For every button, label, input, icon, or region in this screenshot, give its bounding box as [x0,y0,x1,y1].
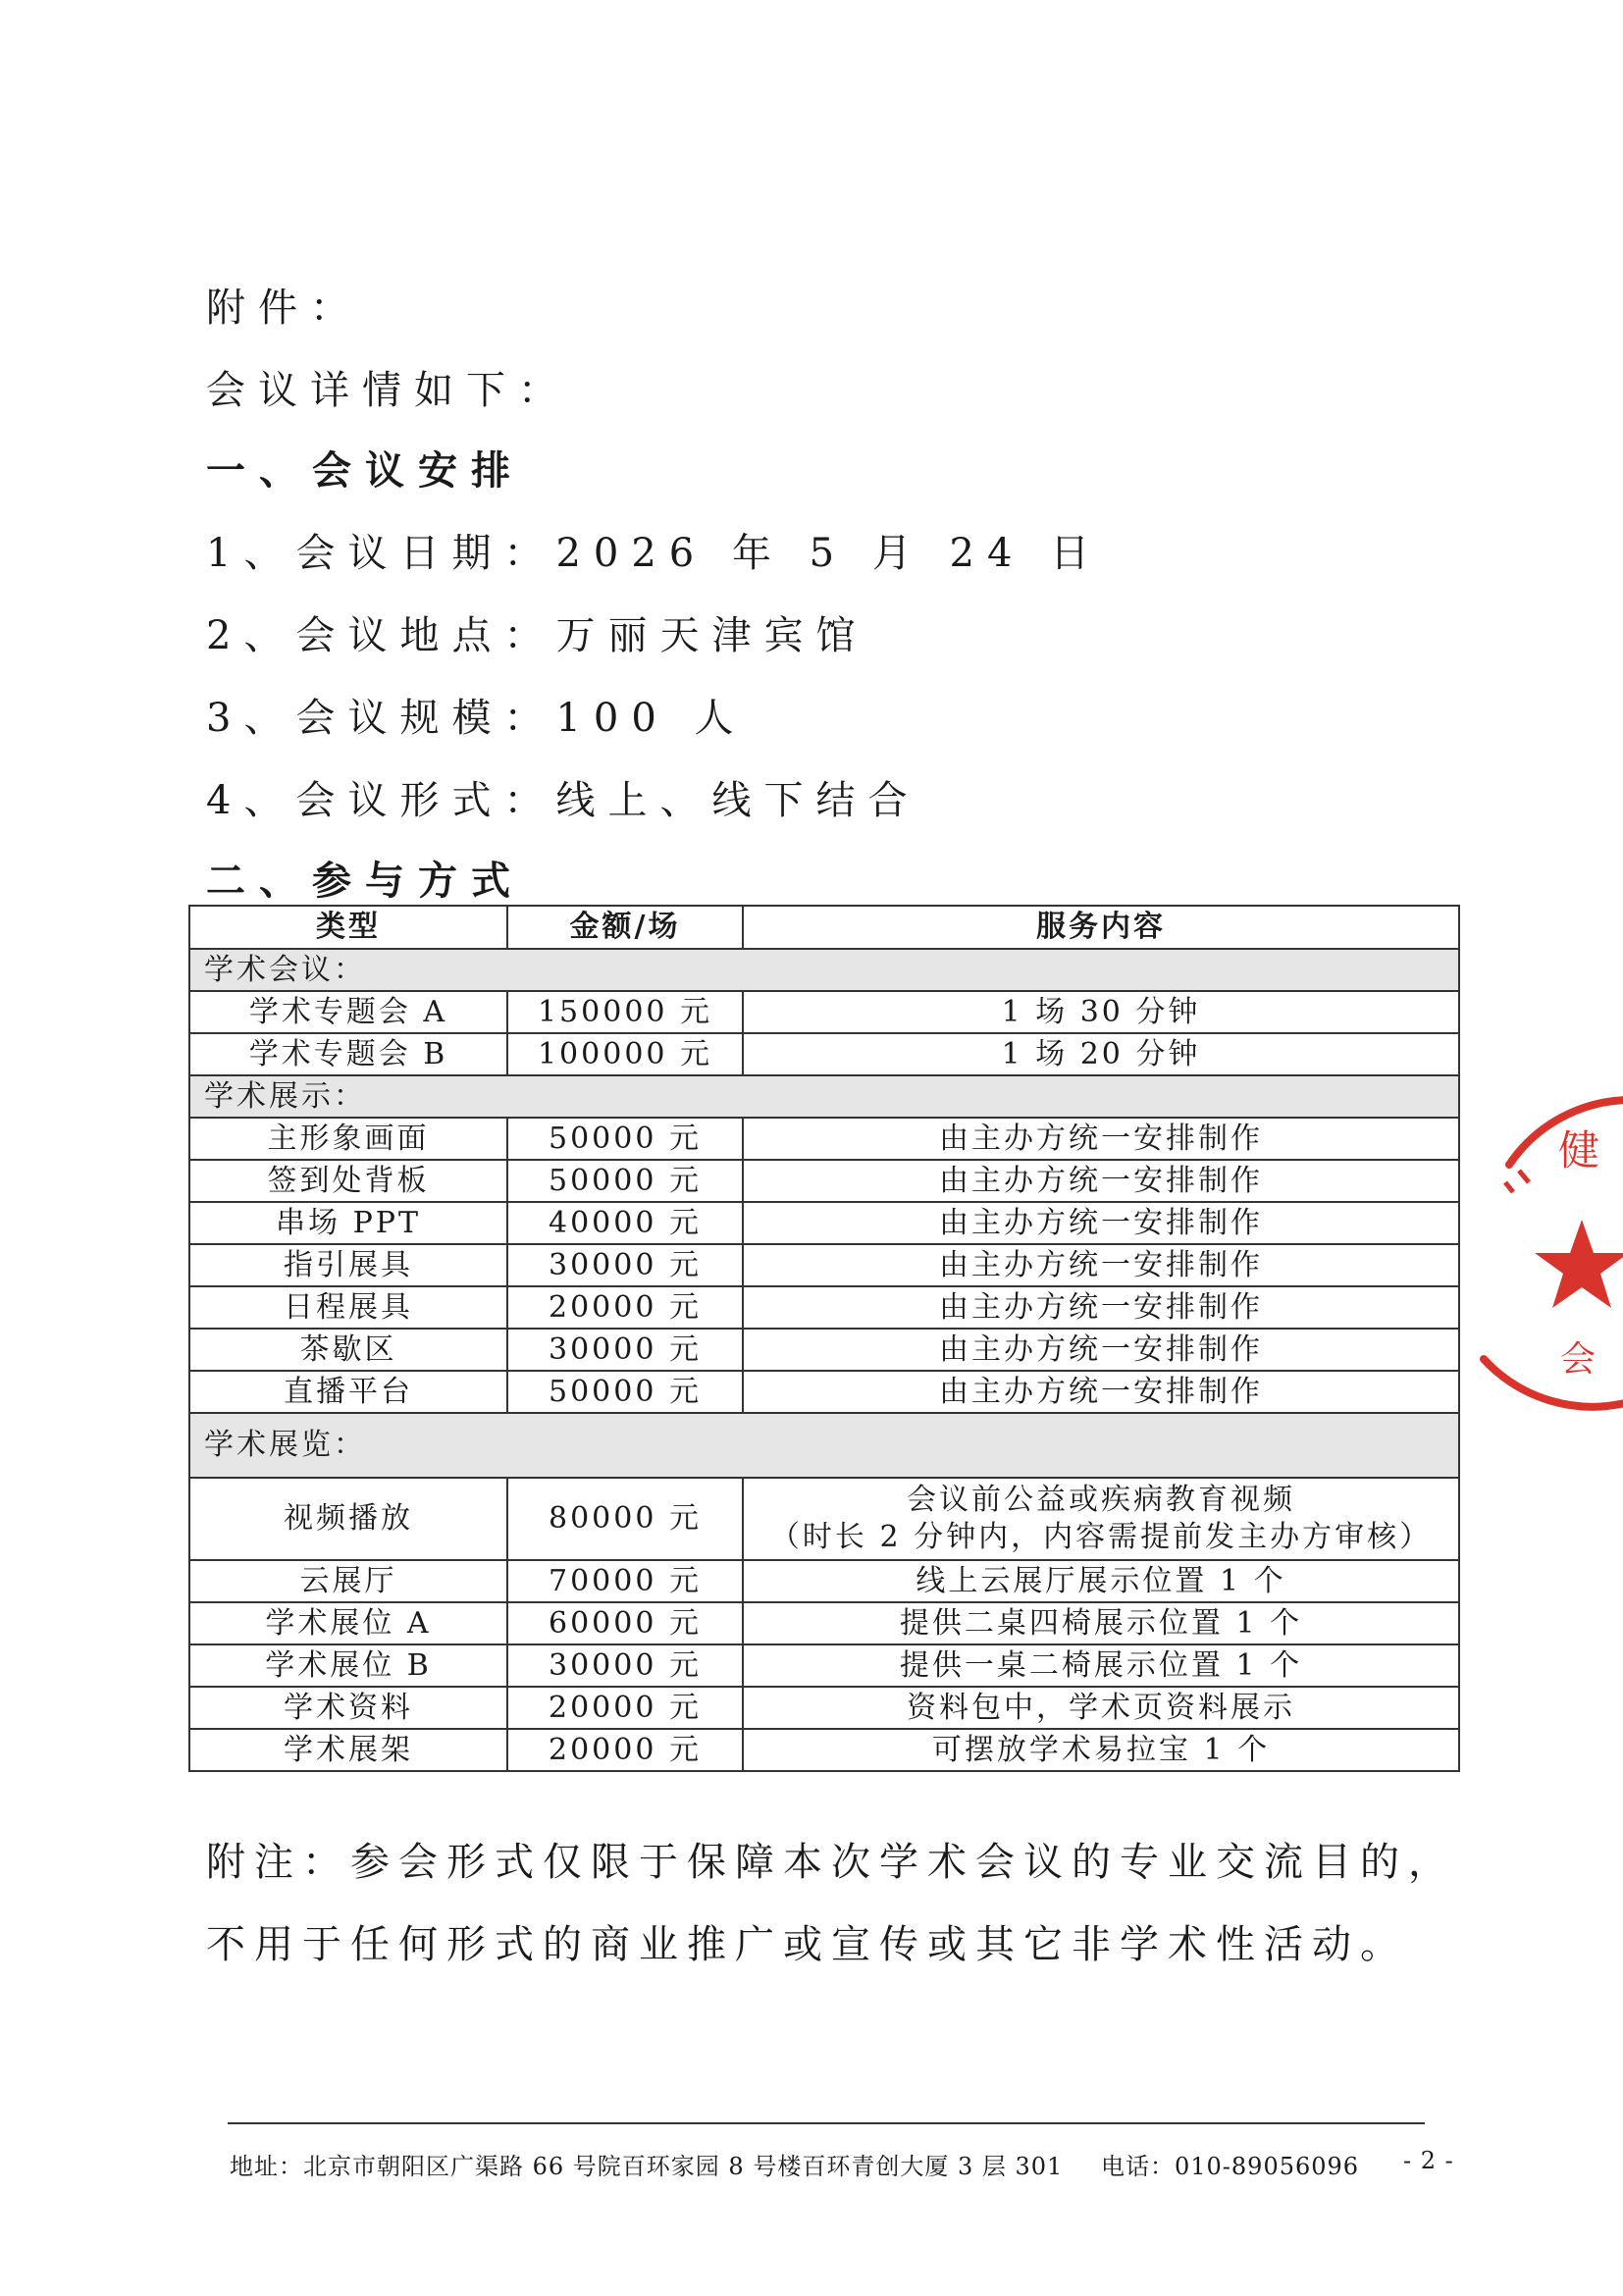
row-content: 线上云展厅展示位置 1 个 [743,1560,1459,1602]
category-label: 学术会议： [189,949,1459,991]
row-type: 学术专题会 B [189,1033,507,1075]
row-amount: 30000 元 [507,1244,743,1286]
table-row [189,1244,1459,1286]
footer-address: 地址：北京市朝阳区广渠路 66 号院百环家园 8 号楼百环青创大厦 3 层 301 [230,2153,1064,2180]
row-content: 由主办方统一安排制作 [743,1160,1459,1202]
table-row [189,1560,1459,1602]
row-amount: 20000 元 [507,1729,743,1771]
section1-item-date: 1、会议日期：2026 年 5 月 24 日 [206,531,1103,576]
row-type: 云展厅 [189,1560,507,1602]
row-content: 可摆放学术易拉宝 1 个 [743,1729,1459,1771]
row-amount: 20000 元 [507,1687,743,1729]
table-row [189,1202,1459,1244]
row-type: 签到处背板 [189,1160,507,1202]
row-amount: 80000 元 [507,1478,743,1560]
row-content: 提供一桌二椅展示位置 1 个 [743,1644,1459,1687]
attachment-label: 附件： [206,286,362,331]
section1-item-venue: 2、会议地点：万丽天津宾馆 [206,613,868,658]
row-content-line1: 会议前公益或疾病教育视频 [907,1483,1295,1517]
table-row [189,1602,1459,1644]
table-row [189,1644,1459,1687]
row-amount: 50000 元 [507,1118,743,1160]
note-line-2: 不用于任何形式的商业推广或宣传或其它非学术性活动。 [206,1922,1408,1967]
section1-item-scale: 3、会议规模：100 人 [206,696,747,741]
seal-star-icon [1535,1220,1623,1308]
row-amount: 40000 元 [507,1202,743,1244]
footer-page-number: - 2 - [1403,2147,1454,2174]
row-amount: 50000 元 [507,1371,743,1413]
table-row [189,1478,1459,1560]
section1-title: 一、会议安排 [206,448,524,494]
row-type: 学术展架 [189,1729,507,1771]
category-label: 学术展览： [189,1413,1459,1478]
intro-text: 会议详情如下： [206,368,570,413]
row-content: 提供二桌四椅展示位置 1 个 [743,1602,1459,1644]
row-content: 1 场 20 分钟 [743,1033,1459,1075]
row-type: 日程展具 [189,1286,507,1329]
table-row [189,1729,1459,1771]
seal-glyph-bottom: 会 [1560,1339,1597,1380]
row-content: 资料包中，学术页资料展示 [743,1687,1459,1729]
footer-phone: 电话：010-89056096 [1101,2153,1360,2180]
row-type: 指引展具 [189,1244,507,1286]
header-content: 服务内容 [743,906,1459,949]
table-row [189,1033,1459,1075]
row-amount: 100000 元 [507,1033,743,1075]
header-amount: 金额/场 [507,906,743,949]
table-row [189,1118,1459,1160]
table-row [189,1329,1459,1371]
table-header-row [189,906,1459,949]
row-content [743,1478,1459,1560]
row-amount: 50000 元 [507,1160,743,1202]
table-row [189,1160,1459,1202]
row-type: 学术专题会 A [189,991,507,1033]
row-content: 由主办方统一安排制作 [743,1329,1459,1371]
row-amount: 70000 元 [507,1560,743,1602]
row-content: 1 场 30 分钟 [743,991,1459,1033]
row-content: 由主办方统一安排制作 [743,1118,1459,1160]
header-type: 类型 [189,906,507,949]
fee-table [188,905,1460,1772]
official-seal-stamp [1472,1084,1623,1418]
category-label: 学术展示： [189,1075,1459,1118]
row-amount: 150000 元 [507,991,743,1033]
note-line-1: 附注：参会形式仅限于保障本次学术会议的专业交流目的， [206,1840,1456,1885]
row-content-line2: （时长 2 分钟内，内容需提前发主办方审核） [769,1520,1433,1554]
row-type: 学术展位 B [189,1644,507,1687]
table-row [189,991,1459,1033]
section1-item-format: 4、会议形式：线上、线下结合 [206,778,920,823]
row-type: 学术展位 A [189,1602,507,1644]
row-amount: 20000 元 [507,1286,743,1329]
row-type: 串场 PPT [189,1202,507,1244]
row-content: 由主办方统一安排制作 [743,1371,1459,1413]
row-amount: 60000 元 [507,1602,743,1644]
row-content: 由主办方统一安排制作 [743,1244,1459,1286]
row-amount: 30000 元 [507,1644,743,1687]
table-row [189,1286,1459,1329]
section2-title: 二、参与方式 [206,859,524,904]
category-row-academic-exhibition [189,1413,1459,1478]
row-type: 茶歇区 [189,1329,507,1371]
table-row [189,1371,1459,1413]
row-type: 学术资料 [189,1687,507,1729]
row-amount: 30000 元 [507,1329,743,1371]
row-content: 由主办方统一安排制作 [743,1286,1459,1329]
table-row [189,1687,1459,1729]
row-type: 主形象画面 [189,1118,507,1160]
category-row-academic-meeting [189,949,1459,991]
footer-rule [228,2122,1425,2124]
row-content: 由主办方统一安排制作 [743,1202,1459,1244]
category-row-academic-display [189,1075,1459,1118]
row-type: 视频播放 [189,1478,507,1560]
row-type: 直播平台 [189,1371,507,1413]
seal-glyph-top: 健 [1558,1126,1600,1174]
